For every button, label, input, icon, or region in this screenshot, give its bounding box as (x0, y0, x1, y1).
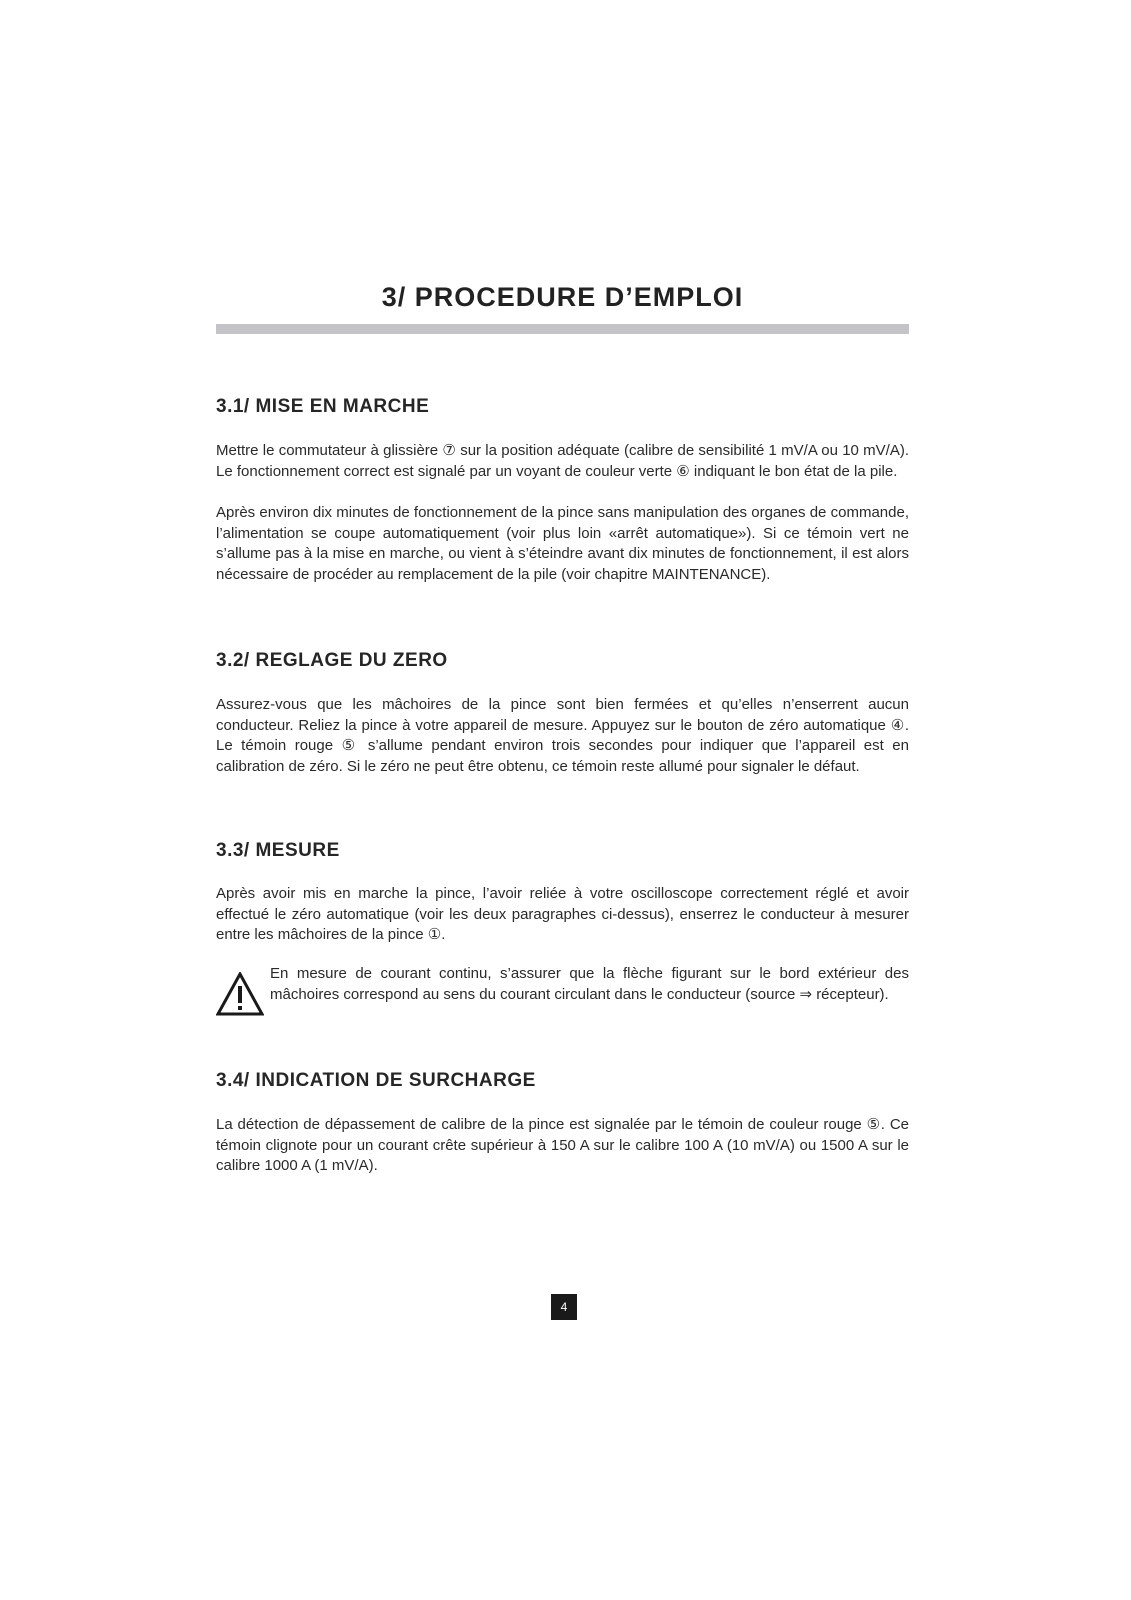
section-3-4-paragraph-1: La détection de dépassement de calibre de la pince est signalée par le témoin de couleur rouge ⑤. Ce témoin clignote pour un courant crête supérieur à 150 A sur le calibre 100 A (10 mV/A) ou 1500 A sur le calibre 1000 A (1 mV/A). (216, 1116, 909, 1175)
section-heading-3-3: 3.3/ MESURE (216, 840, 340, 861)
warning-text: En mesure de courant continu, s’assurer que la flèche figurant sur le bord extérieur des mâchoires correspond au sens du courant circulant dans le conducteur (source ⇒ récepteur). (270, 965, 909, 1003)
page-number: 4 (551, 1294, 577, 1320)
section-3-1-paragraph-2: Après environ dix minutes de fonctionnement de la pince sans manipulation des organes de commande, l’alimentation se coupe automatiquement (voir plus loin «arrêt automatique»). Si ce témoin vert ne s’allume pas à la mise en marche, ou vient à s’éteindre avant dix minutes de fonctionnement, il est alors nécessaire de procéder au remplacement de la pile (voir chapitre MAINTENANCE). (216, 504, 909, 583)
section-3-2-paragraph-1: Assurez-vous que les mâchoires de la pince sont bien fermées et qu’elles n’enserrent aucun conducteur. Reliez la pince à votre appareil de mesure. Appuyez sur le bouton de zéro automatique ④. Le témoin rouge ⑤ s’allume pendant environ trois secondes pour indiquer que l’appareil est en calibration de zéro. Si le zéro ne peut être obtenu, ce témoin reste allumé pour signaler le défaut. (216, 696, 909, 775)
warning-triangle-icon (216, 972, 264, 1016)
section-3-1-paragraph-1: Mettre le commutateur à glissière ⑦ sur la position adéquate (calibre de sensibilité 1 mV/A ou 10 mV/A). Le fonctionnement correct est signalé par un voyant de couleur verte ⑥ indiquant le bon état de la pile. (216, 442, 909, 480)
section-heading-3-2: 3.2/ REGLAGE DU ZERO (216, 650, 448, 671)
title-underline-bar (216, 324, 909, 334)
page-title: 3/ PROCEDURE D’EMPLOI (381, 282, 744, 312)
section-heading-3-1: 3.1/ MISE EN MARCHE (216, 396, 430, 417)
section-3-3-paragraph-1: Après avoir mis en marche la pince, l’avoir reliée à votre oscilloscope correctement réglé et avoir effectué le zéro automatique (voir les deux paragraphes ci-dessus), enserrez le conducteur à mesurer entre les mâchoires de la pince ①. (216, 885, 909, 944)
section-heading-3-4: 3.4/ INDICATION DE SURCHARGE (216, 1070, 536, 1091)
